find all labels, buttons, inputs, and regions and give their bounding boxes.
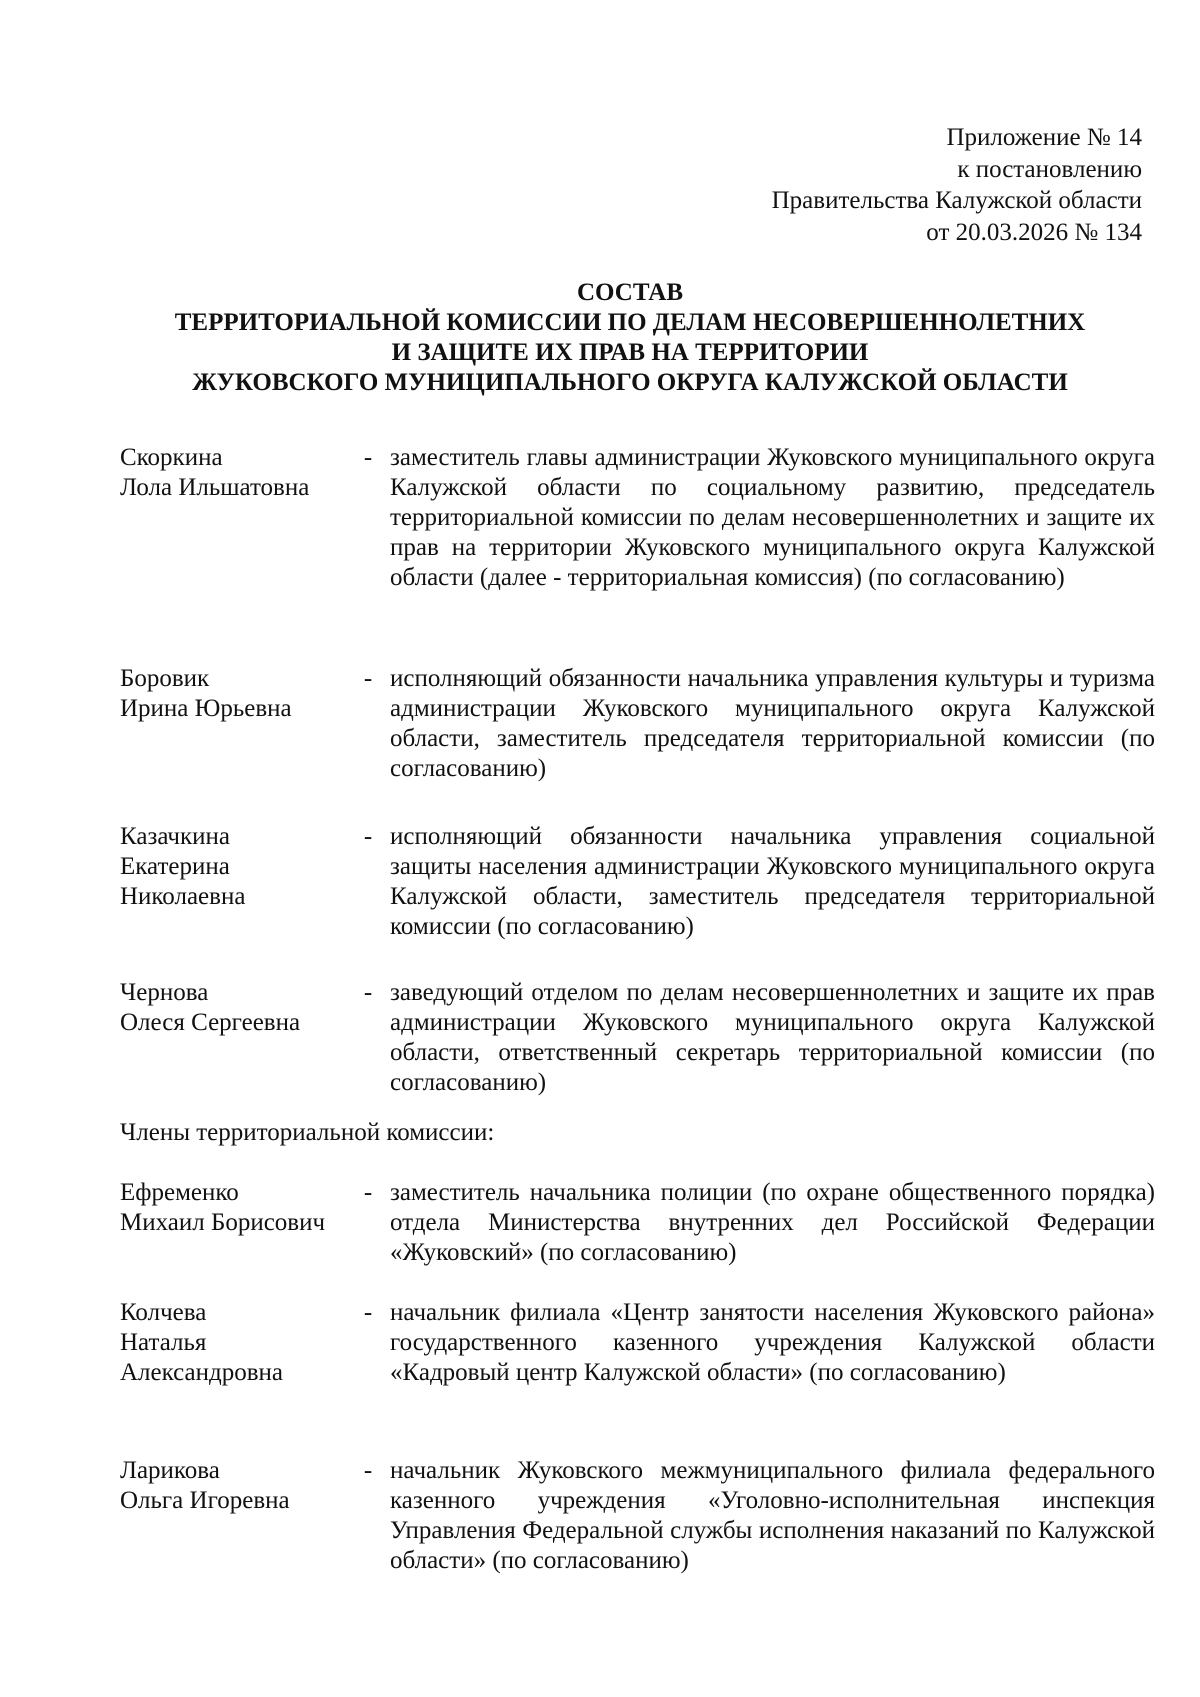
member-surname: Колчева — [120, 1299, 207, 1326]
title-line-1: СОСТАВ — [576, 279, 684, 306]
title-line-4: ЖУКОВСКОГО МУНИЦИПАЛЬНОГО ОКРУГА КАЛУЖСКОЙ ОБЛАСТИ — [192, 369, 1068, 396]
title-line-2: ТЕРРИТОРИАЛЬНОЙ КОМИССИИ ПО ДЕЛАМ НЕСОВЕРШЕННОЛЕТНИХ — [174, 309, 1086, 336]
member-name — [120, 1456, 350, 1516]
entry-dash: - — [363, 1457, 373, 1484]
entry-dash: - — [363, 823, 373, 850]
member-patronymic: Николаевна — [120, 883, 246, 910]
member-name — [120, 978, 350, 1038]
appendix-date: от 20.03.2026 № 134 — [926, 218, 1142, 246]
member-role: начальник Жуковского межмуниципального филиала федерального казенного учреждения «Уголовно-исполнительная инспекция Управления Федеральной службы исполнения наказаний по Калужской области» (по согласованию) — [390, 1457, 1155, 1574]
appendix-number: Приложение № 14 — [946, 124, 1142, 151]
member-surname: Скоркина — [120, 444, 223, 471]
member-role: заместитель начальника полиции (по охране общественного порядка) отдела Министерства внутренних дел Российской Федерации «Жуковский» (по согласованию) — [390, 1179, 1155, 1266]
document-title — [100, 278, 1160, 398]
member-patronymic: Александровна — [120, 1359, 284, 1386]
member-role: заведующий отделом по делам несовершеннолетних и защите их прав администрации Жуковского муниципального округа Калужской области, ответственный секретарь территориальной комиссии (по согласованию) — [390, 979, 1155, 1096]
member-given-name: Олеся Сергеевна — [120, 1009, 301, 1036]
member-role: заместитель главы администрации Жуковского муниципального округа Калужской области по социальному развитию, председатель территориальной комиссии по делам несовершеннолетних и защите их прав на территории Жуковского муниципального округа Калужской области (далее - территориальная комиссия) (по согласованию) — [390, 444, 1155, 591]
member-name — [120, 1178, 350, 1238]
member-name — [120, 443, 350, 503]
entry-dash: - — [363, 979, 373, 1006]
members-heading: Члены территориальной комиссии: — [120, 1119, 495, 1146]
member-name — [120, 822, 350, 912]
member-role: начальник филиала «Центр занятости населения Жуковского района» государственного казенного учреждения Калужской области «Кадровый центр Калужской области» (по согласованию) — [390, 1299, 1155, 1386]
member-given-name: Ольга Игоревна — [120, 1487, 290, 1514]
member-surname: Чернова — [120, 979, 209, 1006]
member-role: исполняющий обязанности начальника управления социальной защиты населения администрации Жуковского муниципального округа Калужской области, заместитель председателя территориальной комиссии (по согласованию) — [390, 823, 1155, 940]
member-role: исполняющий обязанности начальника управления культуры и туризма администрации Жуковского муниципального округа Калужской области, заместитель председателя территориальной комиссии (по согласованию) — [390, 665, 1155, 782]
member-given-name: Ирина Юрьевна — [120, 695, 292, 722]
entry-dash: - — [363, 1299, 373, 1326]
member-given-name: Екатерина — [120, 853, 230, 880]
member-surname: Ефременко — [120, 1179, 239, 1206]
member-given-name: Наталья — [120, 1329, 207, 1356]
member-given-name: Михаил Борисович — [120, 1209, 326, 1236]
member-name — [120, 1298, 350, 1388]
member-name — [120, 664, 350, 724]
appendix-ref: к постановлению — [957, 155, 1142, 183]
member-surname: Ларикова — [120, 1457, 220, 1484]
appendix-authority: Правительства Калужской области — [771, 187, 1142, 214]
member-given-name: Лола Ильшатовна — [120, 474, 310, 501]
member-surname: Казачкина — [120, 823, 230, 850]
member-surname: Боровик — [120, 665, 210, 692]
entry-dash: - — [363, 444, 373, 471]
entry-dash: - — [363, 1179, 373, 1206]
entry-dash: - — [363, 665, 373, 692]
appendix-block — [772, 122, 1142, 248]
title-line-3: И ЗАЩИТЕ ИХ ПРАВ НА ТЕРРИТОРИИ — [391, 339, 869, 366]
